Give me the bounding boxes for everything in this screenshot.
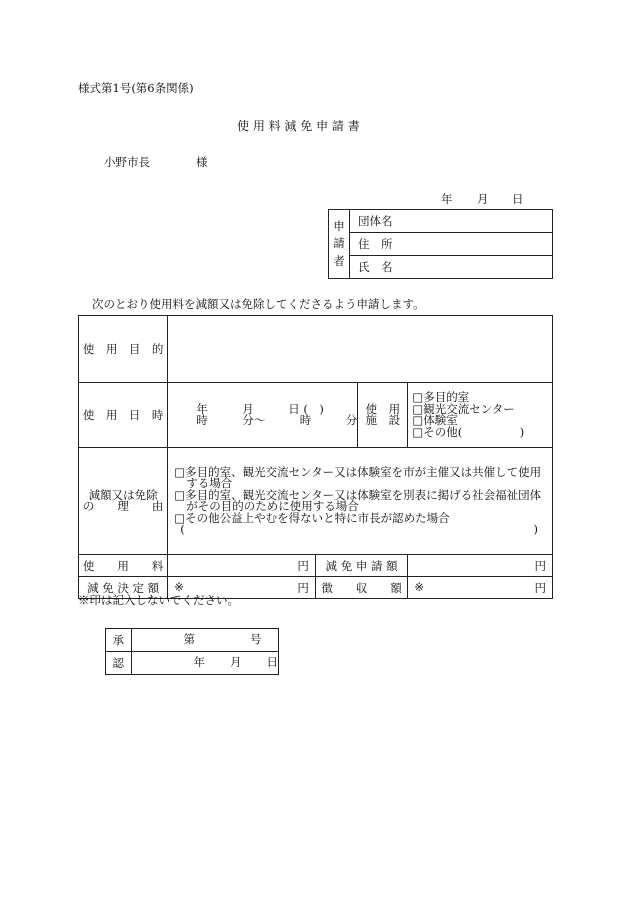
datetime-field[interactable] <box>168 383 358 448</box>
name-label: 氏 名 <box>358 260 393 274</box>
date-month: 月 <box>477 192 489 206</box>
note-text: ※印は記入しないでください。 <box>78 593 239 607</box>
collect-amount-label: 徴 収 額 <box>315 577 408 599</box>
request-amount-label: 減 免 申 請 額 <box>315 555 408 577</box>
address-field[interactable] <box>350 233 553 256</box>
date-year: 年 <box>441 192 453 206</box>
applicant-label-char: 請 <box>333 236 345 251</box>
addressee-name: 小野市長 <box>104 155 150 169</box>
facility-option-experience-room[interactable]: □体験室 <box>412 413 458 427</box>
applicant-table <box>328 209 553 279</box>
form-number: 様式第1号(第6条関係) <box>78 81 194 95</box>
applicant-label-char: 申 <box>333 219 345 234</box>
address-label: 住 所 <box>358 237 393 251</box>
facility-label-line1: 使 用 <box>365 401 401 416</box>
facility-option-other[interactable]: □その他( ) <box>412 424 525 439</box>
decision-label: 減 免 決 定 額 <box>79 577 168 599</box>
approval-number-prefix: 第 <box>183 632 195 647</box>
org-name-label: 団体名 <box>358 214 393 228</box>
datetime-time-line: 時 分〜 時 分 <box>196 413 358 427</box>
reason-options <box>168 448 553 555</box>
decision-unit: 円 <box>297 580 309 595</box>
collect-mark: ※ <box>414 579 425 594</box>
fee-unit: 円 <box>297 558 309 573</box>
addressee-honorific: 様 <box>196 155 208 169</box>
approval-day: 日 <box>266 655 278 670</box>
approval-month: 月 <box>230 655 242 670</box>
facility-option-tourism-center[interactable]: □観光交流センター <box>412 401 515 416</box>
datetime-label: 使 用 日 時 <box>79 383 168 448</box>
approval-table <box>105 628 279 675</box>
reason-option-1[interactable]: □多目的室、観光交流センター又は体験室を市が主催又は共催して使用 <box>174 464 542 479</box>
collect-unit: 円 <box>534 580 546 595</box>
approval-number-suffix: 号 <box>250 632 262 647</box>
form-title: 使 用 料 減 免 申 請 書 <box>237 119 360 133</box>
reason-label <box>79 448 168 555</box>
approval-number-field <box>131 629 279 652</box>
reason-option-2[interactable]: □多目的室、観光交流センター又は体験室を別表に掲げる社会福祉団体 <box>174 487 542 502</box>
reason-other-field[interactable] <box>174 524 546 536</box>
applicant-vertical-label <box>329 210 350 279</box>
reason-label-line2: の 理 由 <box>82 499 164 513</box>
approval-year: 年 <box>193 655 205 670</box>
decision-mark: ※ <box>174 579 184 594</box>
approval-label-char: 承 <box>106 629 132 652</box>
reason-option-1-cont: する場合 <box>186 476 233 490</box>
datetime-date-line: 年 月 日 ( ) <box>196 401 324 416</box>
purpose-label: 使 用 目 的 <box>79 316 168 383</box>
purpose-field[interactable] <box>168 316 553 383</box>
paren-open: ( <box>180 522 185 536</box>
main-form-table <box>78 315 553 599</box>
intro-text: 次のとおり使用料を減額又は免除してくださるよう申請します。 <box>92 297 425 311</box>
facility-label <box>358 383 408 448</box>
reason-option-2-cont: がその目的のために使用する場合 <box>186 499 359 513</box>
applicant-label-char: 者 <box>333 253 345 268</box>
approval-label-char: 認 <box>106 652 132 675</box>
fee-label: 使 用 料 <box>79 555 168 577</box>
org-name-field[interactable] <box>350 210 553 233</box>
request-unit: 円 <box>534 558 546 573</box>
fee-field[interactable] <box>168 555 316 577</box>
date-day: 日 <box>512 192 524 206</box>
name-field[interactable] <box>350 256 553 279</box>
facility-options <box>408 383 553 448</box>
paren-close: ) <box>533 522 538 536</box>
facility-label-line2: 施 設 <box>365 413 401 427</box>
approval-date-field <box>131 652 279 675</box>
reason-label-line1: 減額又は免除 <box>88 487 158 502</box>
facility-option-multipurpose[interactable]: □多目的室 <box>412 390 470 404</box>
collect-amount-field <box>408 577 553 599</box>
reason-option-3[interactable]: □その他公益上やむを得ないと特に市長が認めた場合 <box>174 510 450 525</box>
request-amount-field[interactable] <box>408 555 553 577</box>
